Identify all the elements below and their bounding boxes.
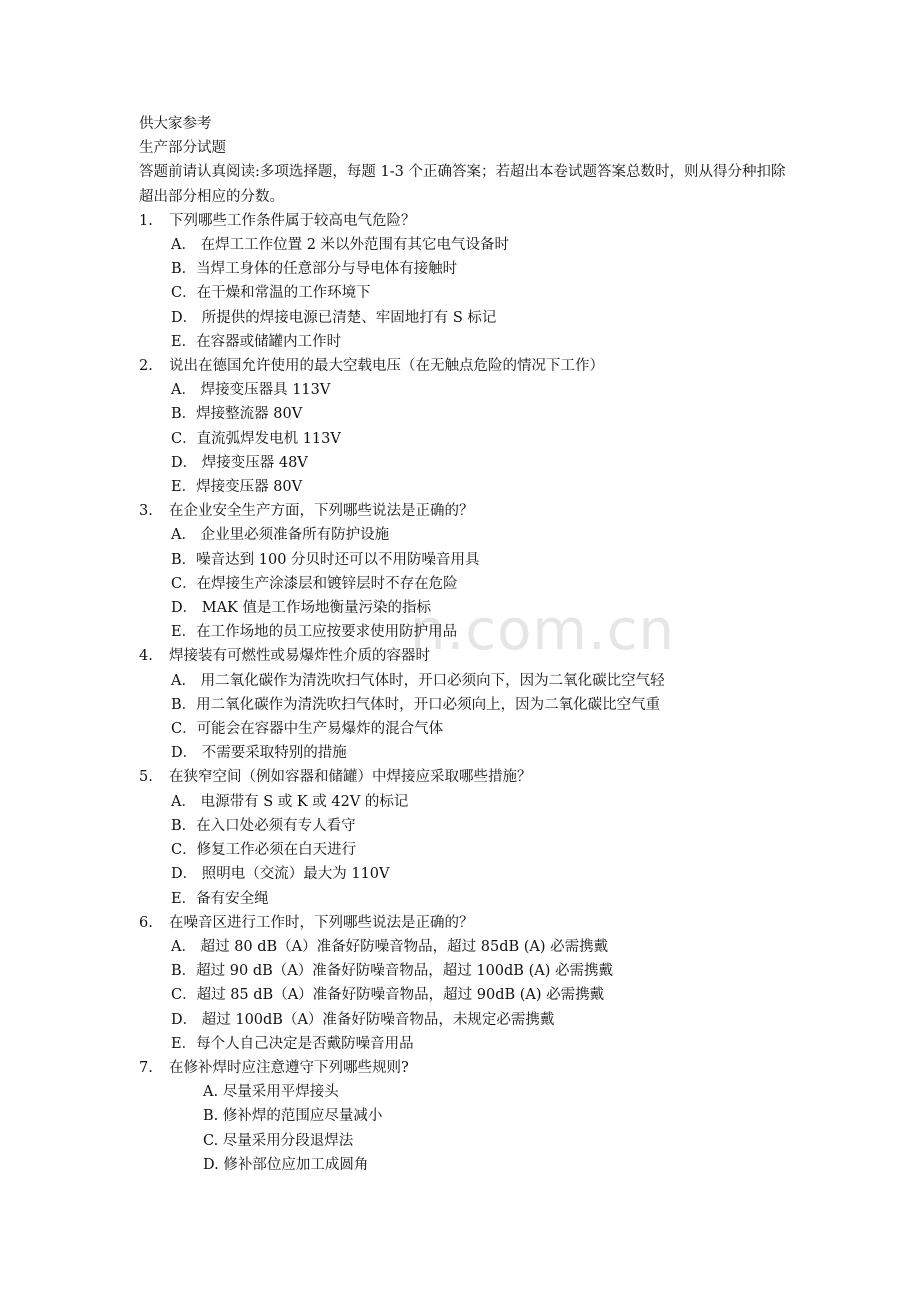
question-number: 2. <box>139 358 153 375</box>
option-e: E．在工作场地的员工应按要求使用防护用品 <box>171 624 458 641</box>
option-a: A. 尽量采用平焊接头 <box>203 1084 339 1101</box>
option-b: B．当焊工身体的任意部分与导电体有接触时 <box>171 261 458 278</box>
question-number: 6. <box>139 914 153 931</box>
option-list <box>139 790 789 911</box>
question-text: 在噪音区进行工作时，下列哪些说法是正确的？ <box>169 914 474 931</box>
option-a: A． 电源带有 S 或 K 或 42V 的标记 <box>171 793 409 810</box>
question-text: 在修补焊时应注意遵守下列哪些规则? <box>169 1059 409 1076</box>
question-number: 5. <box>139 769 153 786</box>
question-2 <box>139 354 789 499</box>
option-c: C．超过 85 dB（A）准备好防噪音物品，超过 90dB (A) 必需携戴 <box>171 987 605 1004</box>
option-a: A． 在焊工工作位置 2 米以外范围有其它电气设备时 <box>171 237 510 254</box>
option-c: C．可能会在容器中生产易爆炸的混合气体 <box>171 721 444 738</box>
option-d: D． 焊接变压器 48V <box>171 454 308 471</box>
option-d: D． 所提供的焊接电源已清楚、牢固地打有 S 标记 <box>171 309 497 326</box>
question-number: 3. <box>139 503 153 520</box>
question-number: 4. <box>139 648 153 665</box>
question-text: 焊接装有可燃性或易爆炸性介质的容器时 <box>169 648 430 665</box>
question-text: 在狭窄空间（例如容器和储罐）中焊接应采取哪些措施？ <box>169 769 532 786</box>
option-c: C．在干燥和常温的工作环境下 <box>171 285 371 302</box>
instructions: 答题前请认真阅读:多项选择题，每题 1-3 个正确答案；若超出本卷试题答案总数时，则从得分种扣除超出部分相应的分数。 <box>139 164 786 205</box>
question-4 <box>139 644 789 765</box>
option-b: B. 修补焊的范围应尽量减小 <box>203 1108 383 1125</box>
option-d: D． 超过 100dB（A）准备好防噪音物品，未规定必需携戴 <box>171 1011 555 1028</box>
document-page <box>139 112 789 1177</box>
option-e: E．备有安全绳 <box>171 890 269 907</box>
option-c: C. 尽量采用分段退焊法 <box>203 1132 354 1149</box>
option-list <box>139 378 789 499</box>
option-b: B．在入口处必须有专人看守 <box>171 817 356 834</box>
option-list <box>139 523 789 644</box>
option-d: D. 修补部位应加工成圆角 <box>203 1156 369 1173</box>
question-text: 在企业安全生产方面，下列哪些说法是正确的？ <box>169 503 474 520</box>
option-c: C．在焊接生产涂漆层和镀锌层时不存在危险 <box>171 575 458 592</box>
question-5 <box>139 765 789 910</box>
question-number: 7. <box>139 1059 153 1076</box>
option-d: D． MAK 值是工作场地衡量污染的指标 <box>171 600 431 617</box>
question-1 <box>139 209 789 354</box>
option-b: B．噪音达到 100 分贝时还可以不用防噪音用具 <box>171 551 480 568</box>
option-b: B．用二氧化碳作为清洗吹扫气体时，开口必须向上，因为二氧化碳比空气重 <box>171 696 661 713</box>
question-7 <box>139 1056 789 1177</box>
option-list <box>139 935 789 1056</box>
option-list <box>139 1080 789 1177</box>
option-e: E．焊接变压器 80V <box>171 479 303 496</box>
option-d: D． 照明电（交流）最大为 110V <box>171 866 390 883</box>
question-number: 1. <box>139 212 153 229</box>
option-c: C．修复工作必须在白天进行 <box>171 842 357 859</box>
question-3 <box>139 499 789 644</box>
question-text: 下列哪些工作条件属于较高电气危险？ <box>169 212 416 229</box>
option-list <box>139 233 789 354</box>
question-text: 说出在德国允许使用的最大空载电压（在无触点危险的情况下工作） <box>169 358 604 375</box>
option-b: B．超过 90 dB（A）准备好防噪音物品，超过 100dB (A) 必需携戴 <box>171 963 613 980</box>
option-a: A． 企业里必须准备所有防护设施 <box>171 527 390 544</box>
option-a: A． 焊接变压器具 113V <box>171 382 331 399</box>
option-b: B．焊接整流器 80V <box>171 406 303 423</box>
option-e: E．每个人自己决定是否戴防噪音用品 <box>171 1035 414 1052</box>
option-a: A． 超过 80 dB（A）准备好防噪音物品，超过 85dB (A) 必需携戴 <box>171 938 609 955</box>
watermark-text: n.com.cn <box>410 598 675 663</box>
option-e: E．在容器或储罐内工作时 <box>171 333 342 350</box>
option-d: D． 不需要采取特别的措施 <box>171 745 347 762</box>
option-c: C．直流弧焊发电机 113V <box>171 430 341 447</box>
option-a: A． 用二氧化碳作为清洗吹扫气体时，开口必须向下，因为二氧化碳比空气轻 <box>171 672 665 689</box>
document-title: 生产部分试题 <box>139 140 226 157</box>
header-line-1: 供大家参考 <box>139 116 212 132</box>
option-list <box>139 669 789 766</box>
question-6 <box>139 911 789 1056</box>
